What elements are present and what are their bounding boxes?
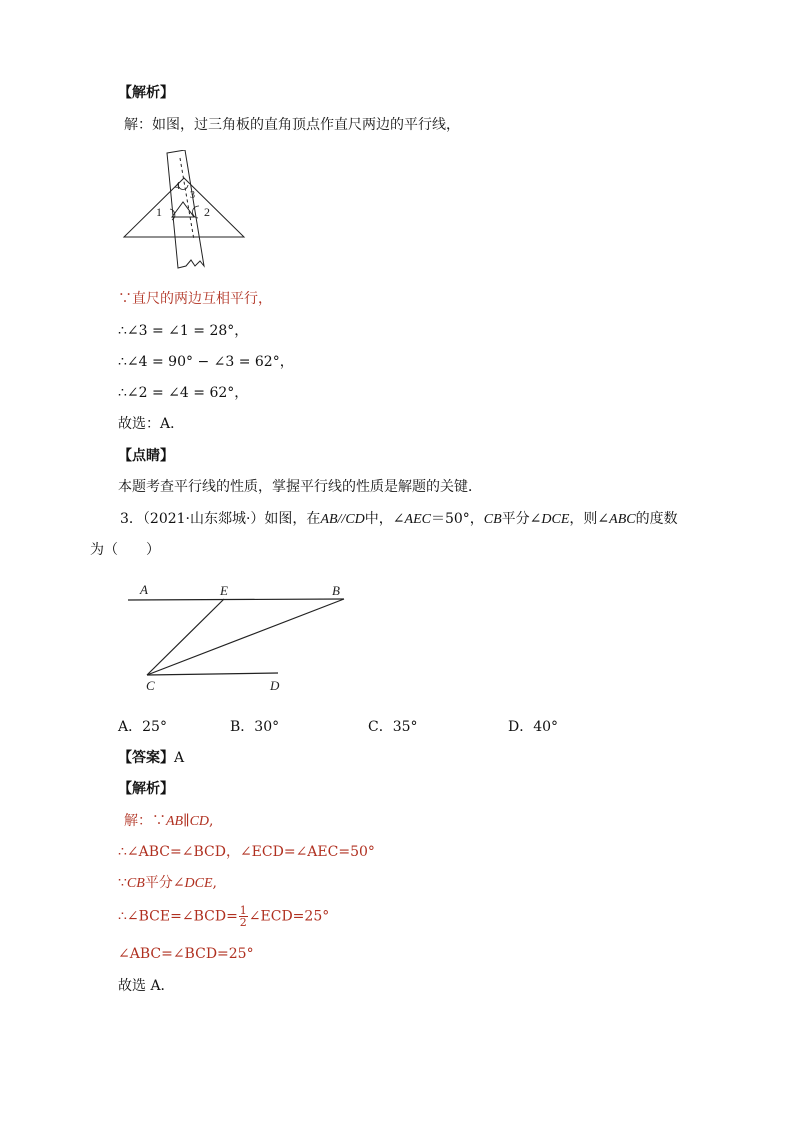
q3-step-2: ∴∠ABC=∠BCD，∠ECD=∠AEC=50° <box>118 844 375 860</box>
step-3: ∴∠4 = 90° − ∠3 = 62°， <box>118 354 294 370</box>
point-label-e: E <box>220 583 228 598</box>
triangle-ruler-figure <box>120 150 250 280</box>
conclusion-2: 故选 A． <box>118 978 175 994</box>
step-1: ∵直尺的两边互相平行， <box>118 291 272 307</box>
analysis-heading-2: 【解析】 <box>118 781 174 797</box>
q3-s1-prefix: 解：∵ <box>124 813 166 829</box>
inner-triangle-shape <box>172 202 194 217</box>
step-2: ∴∠3 = ∠1 = 28°， <box>118 323 249 339</box>
answer-line <box>118 749 184 767</box>
step-4: ∴∠2 = ∠4 = 62°， <box>118 385 249 401</box>
fraction-one-half <box>239 905 248 928</box>
q3-then: ，则 <box>569 511 598 527</box>
parallel-lines-figure <box>120 578 360 698</box>
q3-aec: ∠AEC <box>392 512 431 527</box>
angle-label-3: 3 <box>190 190 195 201</box>
q3-in: 中， <box>364 511 393 527</box>
q3-eq50: ＝50°， <box>430 511 484 527</box>
solution-intro: 解：如图，过三角板的直角顶点作直尺两边的平行线， <box>124 117 460 133</box>
q3-ab-cd: AB//CD <box>320 512 365 527</box>
question-3-line-2: 为（ ） <box>90 542 160 558</box>
option-d-letter: D． <box>508 719 534 735</box>
conclusion-1: 故选：A． <box>118 416 185 432</box>
q3-prefix: 3．（2021·山东郯城·）如图，在 <box>120 511 321 527</box>
angle-label-2: 2 <box>204 205 210 219</box>
angle-label-1: 1 <box>156 205 162 219</box>
q3-s3-mid: 平分 <box>144 875 173 891</box>
q3-s4-suffix: ∠ECD=25° <box>248 908 330 925</box>
q3-dce: ∠DCE <box>529 512 570 527</box>
option-b-letter: B． <box>230 719 255 735</box>
option-b-value: 30° <box>254 719 280 735</box>
q3-s3-prefix: ∵ <box>118 875 127 891</box>
q3-step-4 <box>118 905 329 928</box>
segment-bc <box>147 599 344 675</box>
point-label-b: B <box>332 583 340 598</box>
point-label-d: D <box>270 678 280 693</box>
q3-bisect: 平分 <box>501 511 530 527</box>
ruler-shape <box>167 150 204 268</box>
point-label-c: C <box>146 678 155 693</box>
q3-step-3 <box>118 874 217 893</box>
q3-s1-suffix: , <box>209 813 214 829</box>
point-label-a: A <box>140 582 148 597</box>
q3-s3-suffix: , <box>212 875 217 891</box>
angle-label-4: 4 <box>175 181 180 192</box>
answer-heading: 【答案】 <box>118 750 174 766</box>
q3-s1-math: AB∥CD <box>166 814 210 829</box>
option-c[interactable] <box>368 718 418 736</box>
line-cd <box>147 673 278 675</box>
option-d-value: 40° <box>533 719 559 735</box>
q3-abc: ∠ABC <box>597 512 636 527</box>
q3-s4-prefix: ∴∠BCE=∠BCD= <box>118 908 238 925</box>
q3-degrees: 的度数 <box>635 511 678 527</box>
option-a[interactable] <box>118 718 167 736</box>
option-a-letter: A． <box>118 719 143 735</box>
segment-ec <box>147 599 224 675</box>
fraction-numerator: 1 <box>239 904 247 917</box>
option-c-letter: C． <box>368 719 393 735</box>
line-ab <box>128 599 344 600</box>
point-heading: 【点睛】 <box>118 448 174 464</box>
q3-step-5: ∠ABC=∠BCD=25° <box>118 946 254 962</box>
fraction-denominator: 2 <box>239 916 247 929</box>
q3-s3-math2: ∠DCE <box>172 876 213 891</box>
q3-step-1 <box>124 812 213 831</box>
q3-s3-math: CB <box>126 876 145 891</box>
analysis-heading-1: 【解析】 <box>118 85 174 101</box>
option-c-value: 35° <box>392 719 418 735</box>
option-b[interactable] <box>230 718 279 736</box>
point-text: 本题考查平行线的性质，掌握平行线的性质是解题的关键． <box>118 479 482 495</box>
q3-cb: CB <box>483 512 502 527</box>
option-a-value: 25° <box>142 719 167 735</box>
answer-value: A <box>174 750 185 766</box>
option-d[interactable] <box>508 718 558 736</box>
triangle-shape <box>124 178 244 237</box>
question-3-line-1 <box>120 510 678 529</box>
